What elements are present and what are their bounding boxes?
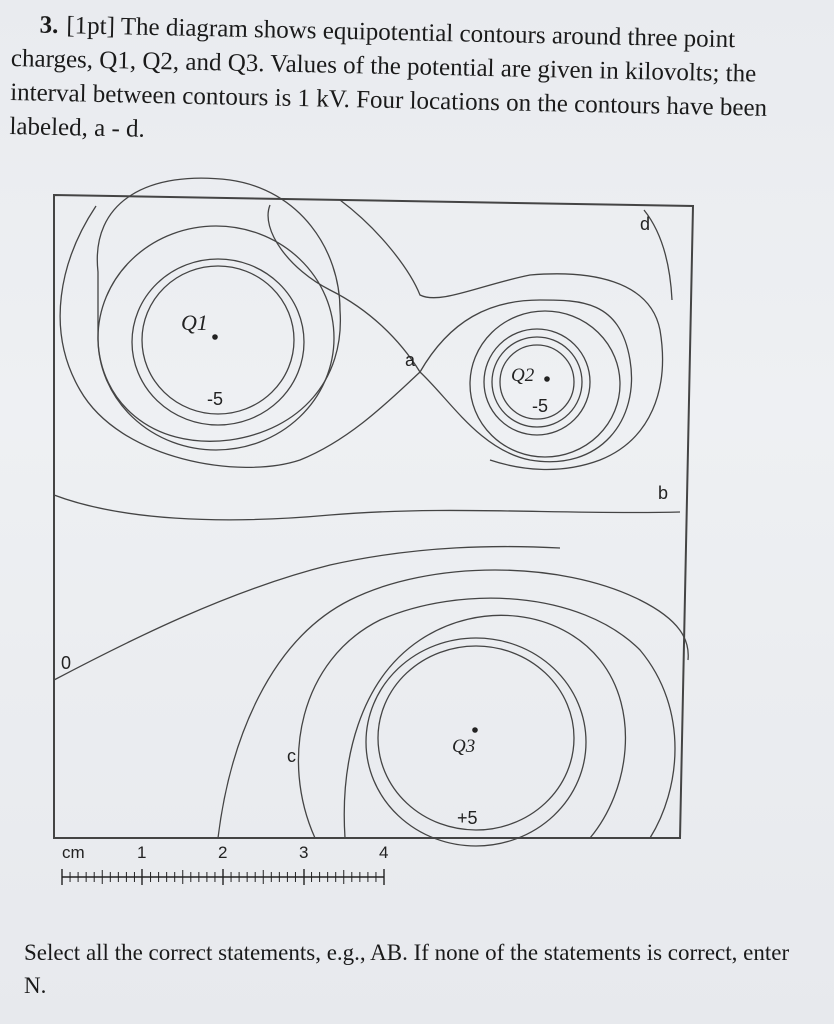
- ruler-tick-2: 2: [218, 843, 228, 862]
- q1-point: [212, 334, 218, 340]
- q1-minus5-label: -5: [207, 389, 224, 409]
- question-body: The diagram shows equipotential contours around three point charges, Q1, Q2, and Q3. Values of the potential are given in kilovolts; the interval between contours is 1 kV. Four locations on the contours have been labeled, a - d.: [9, 13, 768, 143]
- ruler-tick-1: 1: [137, 843, 147, 862]
- ruler-tick-4: 4: [379, 843, 389, 862]
- contour-b: [54, 495, 680, 520]
- ruler-tick-3: 3: [299, 843, 309, 862]
- q3-contour: [298, 598, 675, 838]
- point-a-label: a: [405, 350, 416, 370]
- q2-minus5-label: -5: [532, 396, 549, 416]
- q2-label: Q2: [511, 365, 535, 386]
- point-c-label: c: [287, 746, 296, 766]
- q3-contour: [218, 570, 688, 838]
- zero-contour: [54, 547, 560, 680]
- q3-point: [472, 727, 478, 733]
- q2-point: [544, 376, 550, 382]
- question-points: [1pt]: [66, 12, 116, 41]
- q3-plus5-label: +5: [457, 808, 478, 828]
- question-number: 3.: [39, 11, 59, 39]
- q3-contour: [378, 646, 574, 830]
- ruler-unit: cm: [62, 843, 85, 862]
- point-d-label: d: [640, 214, 651, 234]
- q1-label: Q1: [181, 310, 208, 335]
- outer-contour-d: [340, 200, 663, 469]
- q3-contour: [344, 615, 625, 838]
- point-b-label: b: [658, 483, 669, 503]
- instructions-text: Select all the correct statements, e.g., AB. If none of the statements is correct, enter N.: [24, 940, 790, 998]
- zero-label: 0: [61, 653, 72, 673]
- q3-label: Q3: [452, 736, 476, 757]
